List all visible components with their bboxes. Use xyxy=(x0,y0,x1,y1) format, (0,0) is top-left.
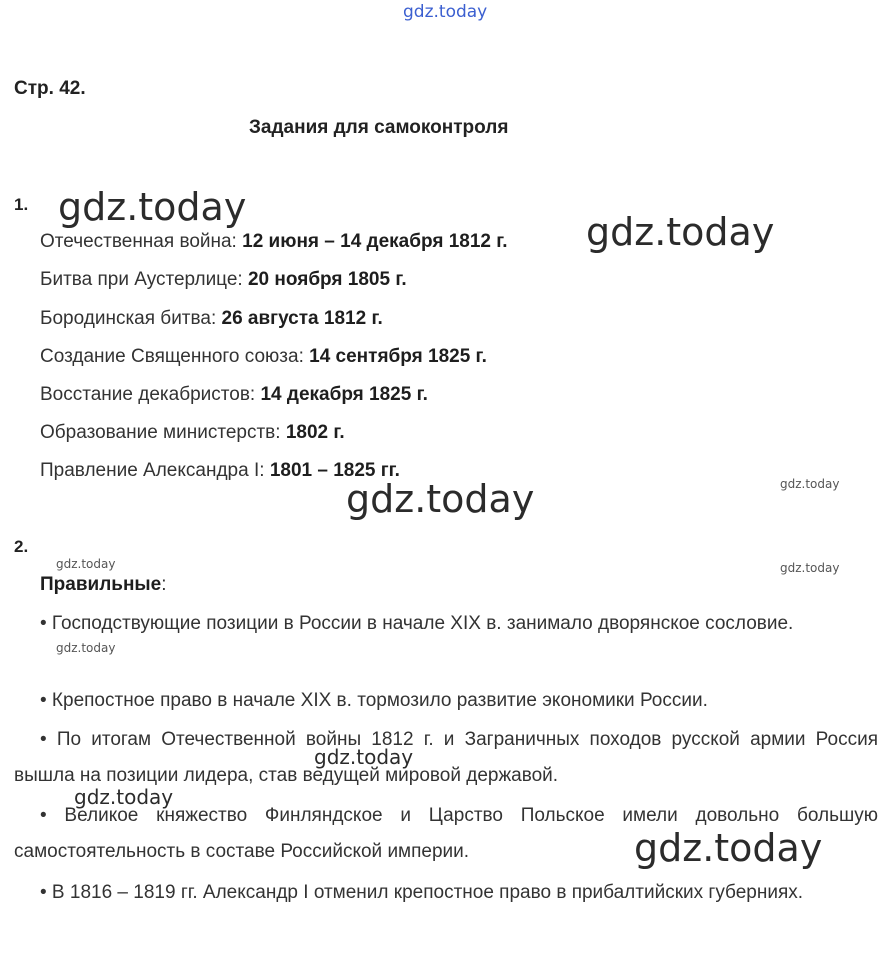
task1-item-label: Создание Священного союза: xyxy=(40,346,310,367)
page-label: Стр. 42. xyxy=(14,78,86,99)
watermark-small-2: gdz.today xyxy=(56,557,116,571)
task1-item-label: Бородинская битва: xyxy=(40,308,222,329)
task1-item-value: 1802 г. xyxy=(285,422,345,443)
task1-item-label: Правление Александра I: xyxy=(40,460,270,481)
task1-item xyxy=(40,269,407,291)
task2-number: 2. xyxy=(14,537,29,556)
watermark-small-1: gdz.today xyxy=(780,477,840,491)
task2-bullet xyxy=(14,875,878,911)
task2-heading xyxy=(40,574,167,596)
task1-item xyxy=(40,422,345,444)
task2-bullet xyxy=(14,798,878,870)
task1-item-value: 12 июня – 14 декабря 1812 г. xyxy=(242,231,508,252)
watermark-large-3: gdz.today xyxy=(346,477,535,521)
watermark-large-1: gdz.today xyxy=(58,185,247,229)
watermark-large-2: gdz.today xyxy=(586,210,775,254)
task2-bullet xyxy=(14,606,878,642)
task1-item-label: Отечественная война: xyxy=(40,231,243,252)
section-title: Задания для самоконтроля xyxy=(249,117,509,138)
task2-bullet xyxy=(14,683,878,719)
watermark-mid-1: gdz.today xyxy=(314,745,414,769)
watermark-top: gdz.today xyxy=(403,2,488,22)
task1-item-label: Восстание декабристов: xyxy=(40,384,261,405)
task1-item xyxy=(40,384,428,406)
task1-item xyxy=(40,346,487,368)
task1-item-label: Образование министерств: xyxy=(40,422,286,443)
task1-item xyxy=(40,460,400,482)
task2-bullet-text: • Господствующие позиции в России в начале XIX в. занимало дворянское сословие. xyxy=(40,613,794,634)
task2-bullet-text: • Крепостное право в начале XIX в. тормозило развитие экономики России. xyxy=(40,690,708,711)
task1-item-value: 26 августа 1812 г. xyxy=(221,308,383,329)
watermark-large-4: gdz.today xyxy=(634,826,823,870)
task1-item xyxy=(40,308,383,330)
task1-item-value: 14 сентября 1825 г. xyxy=(309,346,487,367)
task2-bullet xyxy=(14,722,878,794)
task2-heading-colon: : xyxy=(161,574,167,595)
task2-bullet-text: • Великое княжество Финляндское и Царство Польское имели довольно большую самостоятельность в составе Российской империи. xyxy=(14,805,878,862)
task1-item-value: 20 ноября 1805 г. xyxy=(247,269,407,290)
watermark-mid-2: gdz.today xyxy=(74,785,174,809)
task1-item-value: 14 декабря 1825 г. xyxy=(260,384,428,405)
task2-heading-text: Правильные xyxy=(40,574,162,595)
task1-number: 1. xyxy=(14,195,29,214)
task2-bullet-text: • По итогам Отечественной войны 1812 г. и Заграничных походов русской армии Россия вышла на позиции лидера, став ведущей мировой державой. xyxy=(14,729,878,786)
task1-item-value: 1801 – 1825 гг. xyxy=(269,460,400,481)
task1-item-label: Битва при Аустерлице: xyxy=(40,269,248,290)
watermark-small-4: gdz.today xyxy=(56,641,116,655)
task2-bullet-text: • В 1816 – 1819 гг. Александр I отменил крепостное право в прибалтийских губерниях. xyxy=(40,882,804,903)
watermark-small-3: gdz.today xyxy=(780,561,840,575)
task1-item xyxy=(40,231,508,253)
